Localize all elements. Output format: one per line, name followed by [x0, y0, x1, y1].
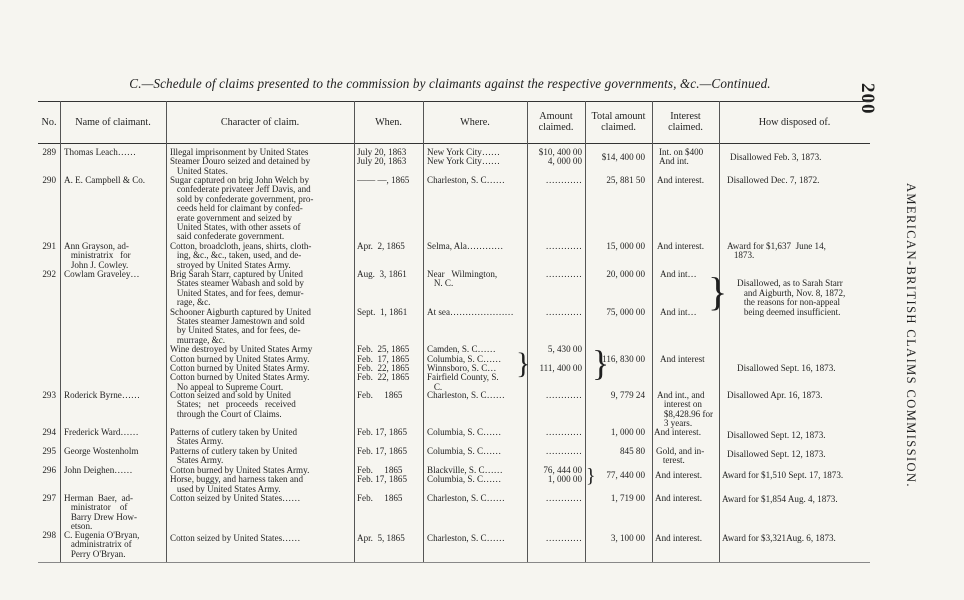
cell-amount: ………… [545, 176, 582, 185]
cell-interest: And int… And int… And interest [660, 270, 705, 364]
cell-where: Charleston, S. C…… [427, 176, 505, 185]
cell-no: 296 [42, 466, 56, 475]
cell-when: July 20, 1863 July 20, 1863 [357, 148, 407, 167]
cell-disposed: Award for $1,854 Aug. 4, 1873. [722, 495, 838, 504]
cell-interest: And interest. [655, 494, 702, 503]
cell-character: Patterns of cutlery taken by United States Army. [170, 447, 298, 466]
cell-interest: Int. on $400 And int. [659, 148, 704, 167]
header-interest: Interest claimed. [668, 111, 703, 133]
cell-no: 291 [42, 242, 56, 251]
cell-amount: ………… [545, 242, 582, 251]
cell-total: 15, 000 00 [606, 242, 645, 251]
column-divider [423, 101, 424, 562]
cell-amount: ………… [545, 494, 582, 503]
cell-character: Cotton seized by United States…… [170, 494, 301, 503]
cell-where: Columbia, S. C…… [427, 447, 502, 456]
cell-disposed: Disallowed Sept. 12, 1873. [727, 431, 826, 440]
header-total: Total amount claimed. [591, 111, 646, 133]
cell-when: Feb. 1865 [357, 391, 403, 400]
cell-no: 290 [42, 176, 56, 185]
cell-amount: $10, 400 00 4, 000 00 [538, 148, 582, 167]
cell-total: 25, 881 50 [606, 176, 645, 185]
cell-character: Cotton, broadcloth, jeans, shirts, cloth- ing, &c., &c., taken, used, and de- stroyed by United States Army. [170, 242, 312, 270]
table-bottom-rule [38, 562, 870, 563]
cell-when: Feb. 1865 Feb. 17, 1865 [357, 466, 408, 485]
cell-where: Blackville, S. C…… Columbia, S. C…… [427, 466, 503, 485]
header-no: No. [41, 116, 57, 128]
column-divider [719, 101, 720, 562]
cell-character: Cotton burned by United States Army. Horse, buggy, and harness taken and used by United States Army. [170, 466, 310, 494]
cell-disposed: Award for $1,510 Sept. 17, 1873. [722, 471, 844, 480]
cell-character: Patterns of cutlery taken by United States Army. [170, 428, 298, 447]
cell-character: Sugar captured on brig John Welch by confederate privateer Jeff Davis, and sold by confederate government, pro- ceeds held for claimant by confed- erate government and seized by United States, with other assets of said confederate government. [170, 176, 314, 242]
cell-name: C. Eugenia O'Bryan, administratrix of Perry O'Bryan. [64, 531, 140, 559]
cell-where: Charleston, S. C…… [427, 494, 505, 503]
cell-name: Ann Grayson, ad- ministratrix for John J. Cowley. [64, 242, 131, 270]
cell-name: John Deighen…… [64, 466, 133, 475]
cell-amount: ………… [545, 391, 582, 400]
cell-disposed: Disallowed, as to Sarah Starr and Aigburth, Nov. 8, 1872, the reasons for non-appeal being deemed insufficient. Disallowed Sept. 16, 1873. [737, 278, 846, 374]
cell-when: Aug. 3, 1861 Sept. 1, 1861 Feb. 25, 1865 Feb. 17, 1865 Feb. 22, 1865 Feb. 22, 1865 [357, 270, 410, 383]
table-header-rule [38, 143, 870, 144]
running-title: AMERICAN-BRITISH CLAIMS COMMISSION. [904, 183, 918, 488]
page-number: 200 [857, 83, 878, 115]
cell-disposed: Disallowed Dec. 7, 1872. [727, 176, 820, 185]
cell-total: 3, 100 00 [610, 534, 645, 543]
brace-mark: } [516, 347, 531, 380]
cell-name: George Wostenholm [64, 447, 139, 456]
header-disposed: How disposed of. [758, 116, 831, 128]
header-when: When. [375, 116, 402, 128]
header-name: Name of claimant. [75, 116, 151, 128]
cell-total: 77, 440 00 [606, 471, 645, 480]
cell-name: Frederick Ward…… [64, 428, 139, 437]
cell-character: Brig Sarah Starr, captured by United States steamer Wabash and sold by United States, and for fees, demur- rage, &c. Schooner Aigburth captured by United States steamer Jamestown and sold by United States, and for fees, de- murrage, &c. Wine destroyed by United States Army Cotton burned by United States Army. Cotton burned by United States Army. Cotton burned by United States Army. No appeal to Supreme Court. [170, 270, 313, 392]
cell-disposed: Disallowed Feb. 3, 1873. [730, 153, 822, 162]
cell-interest: And interest. [655, 534, 702, 543]
brace-mark: } [586, 465, 596, 487]
table-caption: C.—Schedule of claims presented to the commission by claimants against the respective governments, &c.—Continued. [129, 76, 771, 91]
cell-total: 9, 779 24 [610, 391, 645, 400]
cell-character: Illegal imprisonment by United States Steamer Douro seized and detained by United States. [170, 148, 311, 176]
cell-name: Cowlam Graveley… [64, 270, 140, 279]
cell-no: 293 [42, 391, 56, 400]
cell-amount: 76, 444 00 1, 000 00 [543, 466, 582, 485]
brace-mark: } [592, 343, 610, 383]
column-divider [166, 101, 167, 562]
cell-amount: ………… [545, 447, 582, 456]
cell-no: 298 [42, 531, 56, 540]
cell-when: —— —, 1865 [357, 176, 410, 185]
cell-amount: ………… ………… 5, 430 00 111, 400 00 [539, 270, 582, 374]
cell-no: 297 [42, 494, 56, 503]
cell-total: 1, 000 00 [610, 428, 645, 437]
cell-where: Selma, Ala………… [427, 242, 504, 251]
cell-interest: And int., and interest on $8,428.96 for 3 years. [657, 391, 714, 429]
cell-total: $14, 400 00 [601, 153, 645, 162]
cell-where: Near Wilmington, N. C. At sea………………… Camden, S. C…… Columbia, S. C…… Winnsboro, S. C… Fairfield County, S. C. [427, 270, 514, 392]
cell-where: New York City…… New York City…… [427, 148, 501, 167]
cell-when: Feb. 1865 [357, 494, 403, 503]
cell-character: Cotton seized by United States…… [170, 534, 301, 543]
column-divider [652, 101, 653, 562]
cell-name: Herman Baer, ad- ministrator of Barry Drew How- etson. [64, 494, 137, 532]
cell-total: 845 80 [619, 447, 645, 456]
cell-no: 294 [42, 428, 56, 437]
cell-disposed: Award for $1,637 June 14, 1873. [727, 242, 826, 261]
header-character: Character of claim. [220, 116, 300, 128]
brace-mark: } [708, 269, 728, 314]
cell-interest: And interest. [655, 471, 702, 480]
cell-no: 295 [42, 447, 56, 456]
header-where: Where. [460, 116, 490, 128]
cell-disposed: Disallowed Apr. 16, 1873. [727, 391, 823, 400]
cell-name: Thomas Leach…… [64, 148, 136, 157]
cell-no: 289 [42, 148, 56, 157]
cell-no: 292 [42, 270, 56, 279]
cell-name: Roderick Byrne…… [64, 391, 141, 400]
cell-when: Feb. 17, 1865 [357, 428, 408, 437]
cell-interest: And interest. [654, 428, 701, 437]
cell-amount: ………… [545, 534, 582, 543]
cell-where: Charleston, S. C…… [427, 534, 505, 543]
cell-interest: Gold, and in- terest. [656, 447, 705, 466]
cell-total: 20, 000 00 75, 000 00 116, 830 00 [602, 270, 645, 364]
cell-when: Apr. 5, 1865 [357, 534, 405, 543]
cell-interest: And interest. [657, 176, 704, 185]
cell-character: Cotton seized and sold by United States; net proceeds received through the Court of Claims. [170, 391, 296, 419]
cell-where: Columbia, S. C…… [427, 428, 502, 437]
cell-total: 1, 719 00 [610, 494, 645, 503]
header-amount: Amount claimed. [538, 111, 574, 133]
cell-disposed: Disallowed Sept. 12, 1873. [727, 450, 826, 459]
cell-when: Feb. 17, 1865 [357, 447, 408, 456]
cell-name: A. E. Campbell & Co. [64, 176, 146, 185]
cell-amount: ………… [545, 428, 582, 437]
cell-when: Apr. 2, 1865 [357, 242, 405, 251]
column-divider [60, 101, 61, 562]
cell-where: Charleston, S. C…… [427, 391, 505, 400]
cell-interest: And interest. [657, 242, 704, 251]
cell-disposed: Award for $3,321Aug. 6, 1873. [722, 534, 836, 543]
column-divider [354, 101, 355, 562]
